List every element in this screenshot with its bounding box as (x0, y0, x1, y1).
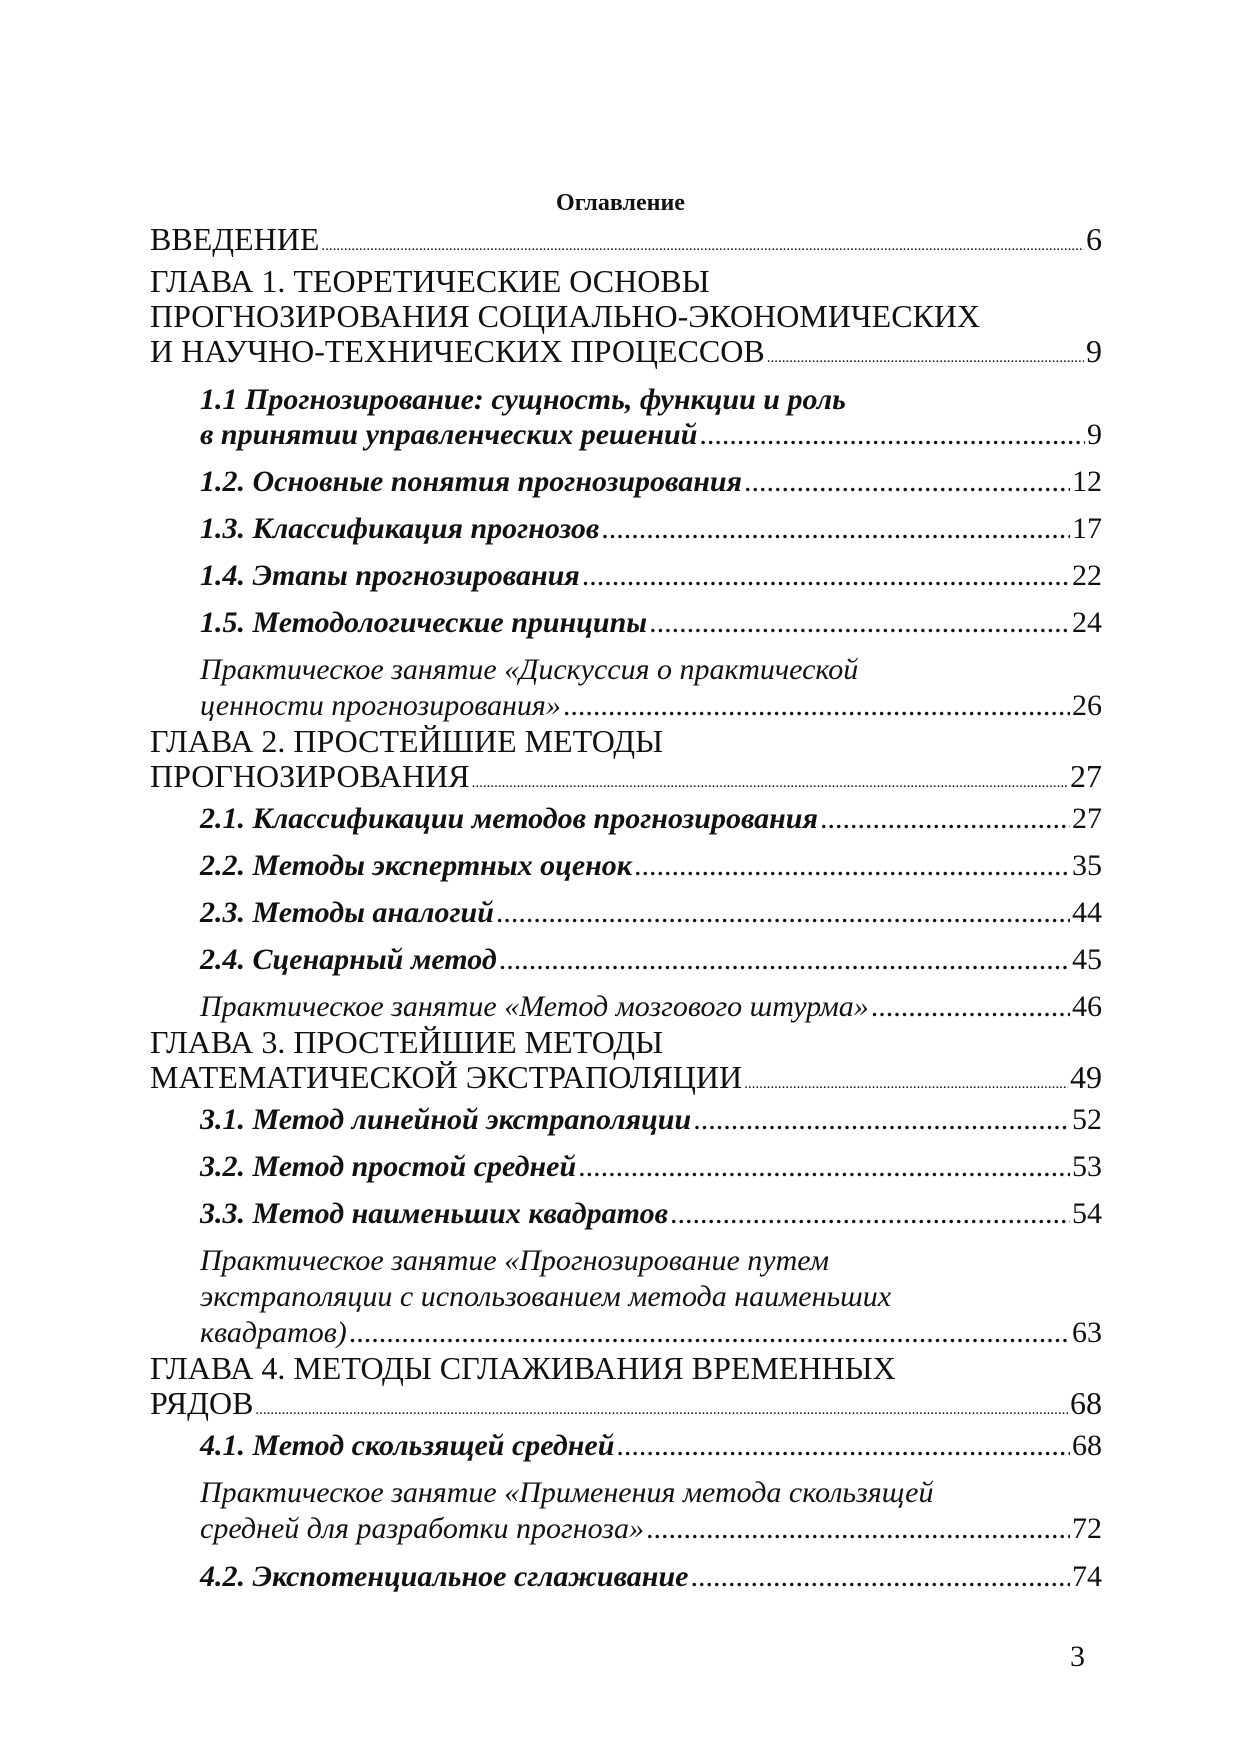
dot-leader (670, 1196, 1070, 1231)
toc-page-number: 68 (1072, 1429, 1102, 1462)
toc-entry-text: Практическое занятие «Прогнозирование путем (200, 1244, 830, 1277)
toc-entry[interactable] (150, 1475, 1102, 1547)
toc-entry-text: 3.2. Метод простой средней (200, 1150, 577, 1183)
table-of-contents (150, 222, 1102, 1594)
toc-page-number: 49 (1070, 1059, 1102, 1095)
toc-page-number: 17 (1072, 512, 1102, 545)
toc-entry-text: 1.4. Этапы прогнозирования (200, 559, 580, 592)
toc-page-number: 9 (1087, 418, 1102, 451)
toc-entry-text: ПРОГНОЗИРОВАНИЯ (150, 758, 470, 794)
toc-entry-text: 3.3. Метод наименьших квадратов (200, 1197, 668, 1230)
toc-entry-text: МАТЕМАТИЧЕСКОЙ ЭКСТРАПОЛЯЦИИ (150, 1059, 743, 1095)
toc-entry-text: Практическое занятие «Метод мозгового штурма» (200, 990, 869, 1023)
toc-entry-text: 3.1. Метод линейной экстраполяции (200, 1103, 692, 1136)
dot-leader (744, 464, 1070, 499)
toc-entry-text: ГЛАВА 2. ПРОСТЕЙШИЕ МЕТОДЫ (150, 723, 663, 759)
toc-entry[interactable] (150, 1196, 1102, 1231)
toc-entry-text: РЯДОВ (150, 1385, 254, 1421)
toc-entry-text: ГЛАВА 3. ПРОСТЕЙШИЕ МЕТОДЫ (150, 1024, 663, 1060)
dot-leader (767, 341, 1084, 376)
toc-entry[interactable] (150, 1428, 1102, 1463)
toc-entry[interactable] (150, 801, 1102, 836)
toc-entry[interactable] (150, 605, 1102, 640)
dot-leader (255, 1393, 1068, 1428)
toc-page-number: 26 (1072, 689, 1102, 722)
toc-entry-text: 4.1. Метод скользящей средней (200, 1429, 615, 1462)
toc-page-number: 35 (1072, 849, 1102, 882)
toc-entry-text: 1.3. Классификация прогнозов (200, 512, 600, 545)
toc-entry-text: в принятии управленческих решений (200, 418, 698, 451)
toc-page-number: 63 (1072, 1316, 1102, 1349)
toc-entry[interactable] (150, 1102, 1102, 1137)
toc-page-number: 72 (1072, 1512, 1102, 1545)
toc-entry[interactable] (150, 558, 1102, 593)
toc-entry-text: 1.2. Основные понятия прогнозирования (200, 465, 742, 498)
toc-page-number: 46 (1072, 990, 1102, 1023)
toc-entry-text: Практическое занятие «Применения метода скользящей (200, 1476, 934, 1509)
dot-leader (349, 1315, 1070, 1351)
dot-leader (634, 848, 1070, 883)
toc-entry[interactable] (150, 652, 1102, 724)
toc-entry-text: ГЛАВА 4. МЕТОДЫ СГЛАЖИВАНИЯ ВРЕМЕННЫХ (150, 1350, 896, 1386)
toc-page-number: 6 (1086, 221, 1102, 257)
toc-entry[interactable] (150, 1243, 1102, 1351)
toc-entry-text: 1.5. Методологические принципы (200, 606, 648, 639)
toc-entry[interactable] (150, 989, 1102, 1025)
dot-leader (601, 511, 1070, 546)
toc-entry[interactable] (150, 848, 1102, 883)
toc-entry-text: ценности прогнозирования» (200, 689, 561, 722)
dot-leader (578, 1149, 1070, 1184)
toc-page-number: 22 (1072, 559, 1102, 592)
dot-leader (646, 1511, 1070, 1547)
dot-leader (582, 558, 1070, 593)
dot-leader (820, 801, 1070, 836)
toc-page-number: 12 (1072, 465, 1102, 498)
dot-leader (496, 895, 1070, 930)
dot-leader (649, 605, 1070, 640)
toc-entry-text: ПРОГНОЗИРОВАНИЯ СОЦИАЛЬНО-ЭКОНОМИЧЕСКИХ (150, 298, 981, 334)
toc-page-number: 45 (1072, 943, 1102, 976)
dot-leader (321, 229, 1084, 264)
toc-page-number: 74 (1072, 1560, 1102, 1593)
toc-entry[interactable] (150, 895, 1102, 930)
toc-entry[interactable] (150, 1351, 1102, 1428)
dot-leader (563, 688, 1070, 724)
toc-entry-text: И НАУЧНО-ТЕХНИЧЕСКИХ ПРОЦЕССОВ (150, 333, 765, 369)
toc-entry-text: ГЛАВА 1. ТЕОРЕТИЧЕСКИЕ ОСНОВЫ (150, 263, 710, 299)
toc-entry[interactable] (150, 511, 1102, 546)
toc-page-number: 53 (1072, 1150, 1102, 1183)
toc-entry-text: 2.4. Сценарный метод (200, 943, 497, 976)
page-number: 3 (1070, 1640, 1085, 1673)
toc-page-number: 27 (1070, 758, 1102, 794)
toc-entry[interactable] (150, 464, 1102, 499)
toc-entry-text: 2.3. Методы аналогий (200, 896, 494, 929)
toc-entry[interactable] (150, 264, 1102, 376)
toc-entry[interactable] (150, 724, 1102, 801)
toc-page-number: 54 (1072, 1197, 1102, 1230)
toc-entry-text: ВВЕДЕНИЕ (150, 221, 320, 257)
toc-entry-text: 2.1. Классификации методов прогнозирования (200, 802, 818, 835)
toc-page-number: 44 (1072, 896, 1102, 929)
toc-entry-text: 2.2. Методы экспертных оценок (200, 849, 633, 882)
toc-entry-text: 1.1 Прогнозирование: сущность, функции и роль (200, 383, 846, 416)
dot-leader (699, 417, 1085, 452)
toc-entry-text: 4.2. Экспотенциальное сглаживание (200, 1560, 689, 1593)
toc-page-number: 9 (1086, 333, 1102, 369)
toc-entry[interactable] (150, 382, 1102, 452)
toc-entry-text: средней для разработки прогноза» (200, 1512, 644, 1545)
toc-page-number: 24 (1072, 606, 1102, 639)
dot-leader (690, 1559, 1070, 1594)
dot-leader (616, 1428, 1070, 1463)
dot-leader (472, 766, 1068, 801)
toc-entry[interactable] (150, 942, 1102, 977)
toc-page-number: 68 (1070, 1385, 1102, 1421)
toc-page-number: 52 (1072, 1103, 1102, 1136)
toc-entry[interactable] (150, 222, 1102, 264)
toc-entry[interactable] (150, 1559, 1102, 1594)
dot-leader (693, 1102, 1070, 1137)
toc-entry[interactable] (150, 1149, 1102, 1184)
toc-page-number: 27 (1072, 802, 1102, 835)
toc-entry[interactable] (150, 1025, 1102, 1102)
page-title: Оглавление (556, 190, 685, 216)
toc-entry-text: квадратов) (200, 1316, 347, 1349)
toc-entry-text: экстраполяции с использованием метода наименьших (200, 1280, 892, 1313)
dot-leader (499, 942, 1070, 977)
dot-leader (871, 989, 1070, 1025)
dot-leader (744, 1067, 1068, 1102)
toc-entry-text: Практическое занятие «Дискуссия о практической (200, 653, 859, 686)
